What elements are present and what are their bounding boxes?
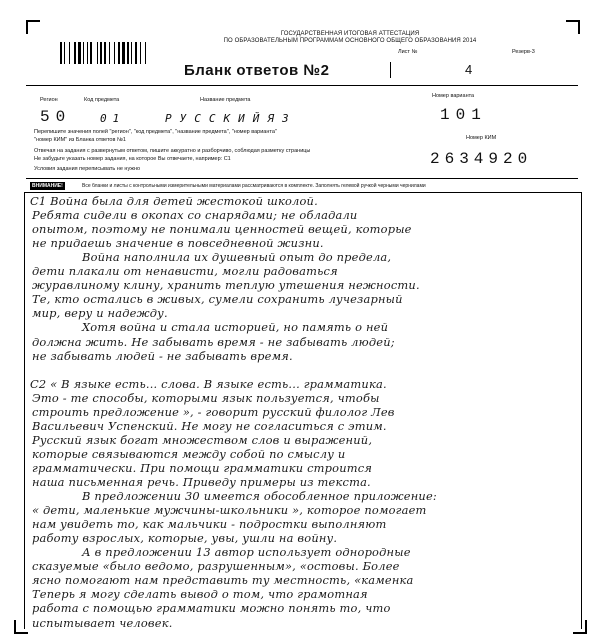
answer-line: ясно помогают нам представить ту местность, «каменка (32, 573, 414, 588)
attention-badge: ВНИМАНИЕ! (32, 183, 63, 189)
answer-line: Русский язык богат множеством слов и выражений, (32, 432, 373, 447)
subject-code-label: Код предмета (84, 97, 120, 103)
header-divider (26, 85, 578, 86)
answer-line: С2 « В языке есть... слова. В языке есть... грамматика. (30, 376, 387, 391)
instruction-5: Условия задания переписывать не нужно (34, 166, 141, 172)
barcode-bar (97, 42, 98, 64)
barcode (60, 42, 168, 64)
barcode-bar (74, 42, 76, 64)
instruction-2: "номер КИМ" из Бланка ответов №1 (34, 137, 126, 143)
answer-line: Ребята сидели в окопах со снарядами; не обладали (32, 208, 358, 223)
corner-marker-top-left (26, 20, 40, 34)
answer-line: не забывать людей - не забывать время. (32, 348, 293, 363)
barcode-bar (140, 42, 141, 64)
sheet-number-label: Лист № (398, 49, 418, 55)
answer-line: Теперь я могу сделать вывод о том, что грамотная (32, 587, 368, 602)
reserve-label: Резерв-3 (512, 49, 535, 55)
notice-top-rule (26, 178, 578, 179)
kim-value: 2634920 (430, 150, 533, 168)
barcode-bar (122, 42, 125, 64)
instruction-4: Не забудьте указать номер задания, на которое Вы отвечаете, например: С1 (34, 156, 231, 162)
answer-line: С1 Война была для детей жестокой школой. (30, 194, 318, 208)
barcode-bar (87, 42, 88, 64)
answer-line: опытом, поэтому не понимали ценностей вещей, которые (32, 222, 412, 237)
answer-line: сказуемые «было ведомо, разрушенным», «остовы. Более (32, 559, 400, 574)
barcode-bar (114, 42, 115, 64)
notice-text: Все бланки и листы с контрольными измерительными материалами рассматриваются в комплекте. Заполнять гелевой ручкой черными чернилами (82, 183, 426, 189)
answer-line: наша письменная речь. Приведу примеры из текста. (32, 475, 371, 489)
header-line-1: ГОСУДАРСТВЕННАЯ ИТОГОВАЯ АТТЕСТАЦИЯ (280, 31, 420, 37)
kim-label: Номер КИМ (466, 135, 497, 141)
barcode-bar (69, 42, 70, 64)
variant-value: 101 (440, 106, 487, 124)
answer-line: которые связываются между собой по смыслу и (32, 446, 346, 461)
barcode-bar (118, 42, 120, 64)
barcode-bar (135, 42, 137, 64)
form-title: Бланк ответов №2 (184, 62, 330, 79)
answer-line: работа с помощью грамматики можно понять то, что (32, 601, 391, 616)
sheet-number-box (390, 62, 471, 78)
barcode-bar (109, 42, 110, 64)
barcode-bar (83, 42, 84, 64)
answer-line: должна жить. Не забывать время - не забывать людей; (32, 334, 395, 349)
corner-marker-top-right (566, 20, 580, 34)
answer-line: нам увидеть то, как мальчики - подростки выполняют (32, 517, 387, 532)
answer-line: испытывает человек. (32, 615, 173, 628)
answer-line: не придаешь значение в повседневной жизни. (32, 236, 324, 251)
answer-line: работу взрослых, которые, увы, ушли на войну. (32, 531, 338, 546)
region-label: Регион (40, 97, 58, 103)
barcode-bar (64, 42, 65, 64)
answer-line: мир, веру и надежду. (32, 306, 168, 321)
sheet-number-value: 4 (465, 62, 473, 77)
variant-label: Номер варианта (432, 93, 475, 99)
header-line-2: ПО ОБРАЗОВАТЕЛЬНЫМ ПРОГРАММАМ ОСНОВНОГО ОБЩЕГО ОБРАЗОВАНИЯ 2014 (223, 38, 477, 44)
answer-line: Те, кто остались в живых, сумели сохранить лучезарный (32, 292, 403, 307)
barcode-bar (60, 42, 62, 64)
subject-code-value: 01 (100, 112, 126, 125)
instruction-3: Отвечая на задания с развернутым ответом, пишите аккуратно и разборчиво, соблюдая разметку страницы (34, 148, 311, 154)
answer-line: Война наполнила их душевный опыт до предела, (82, 250, 392, 265)
answer-line: Васильевич Успенский. Не могу не согласиться с этим. (32, 418, 387, 433)
barcode-bar (90, 42, 92, 64)
answer-line: журавлиному клину, хранить теплую утешения нежности. (32, 278, 420, 293)
answer-line: грамматически. При помощи грамматики строится (32, 460, 373, 475)
answer-line: А в предложении 13 автор использует однородные (82, 545, 411, 560)
answer-line: Это - те способы, которыми язык пользуется, чтобы (32, 390, 380, 405)
region-value: 50 (40, 108, 72, 126)
instruction-1: Перепишите значения полей "регион", "код предмета", "название предмета", "номер варианта" (34, 129, 277, 135)
answer-line: В предложении 30 имеется обособленное приложение: (82, 489, 437, 504)
answer-line: « дети, маленькие мужчины-школьники », которое помогает (32, 503, 427, 518)
barcode-bar (127, 42, 129, 64)
answer-line: строить предложение », - говорит русский филолог Лев (32, 404, 395, 419)
barcode-bar (145, 42, 146, 64)
subject-name-label: Название предмета (200, 97, 251, 103)
answer-line: Хотя война и стала историей, но память о ней (82, 320, 389, 335)
subject-name-value: РУССКИЙЯЗ (165, 112, 297, 125)
answer-lines (24, 192, 580, 628)
barcode-bar (78, 42, 81, 64)
barcode-bar (131, 42, 132, 64)
barcode-bar (100, 42, 102, 64)
answer-line: дети плакали от ненависти, могли радоваться (32, 264, 338, 279)
barcode-bar (104, 42, 106, 64)
